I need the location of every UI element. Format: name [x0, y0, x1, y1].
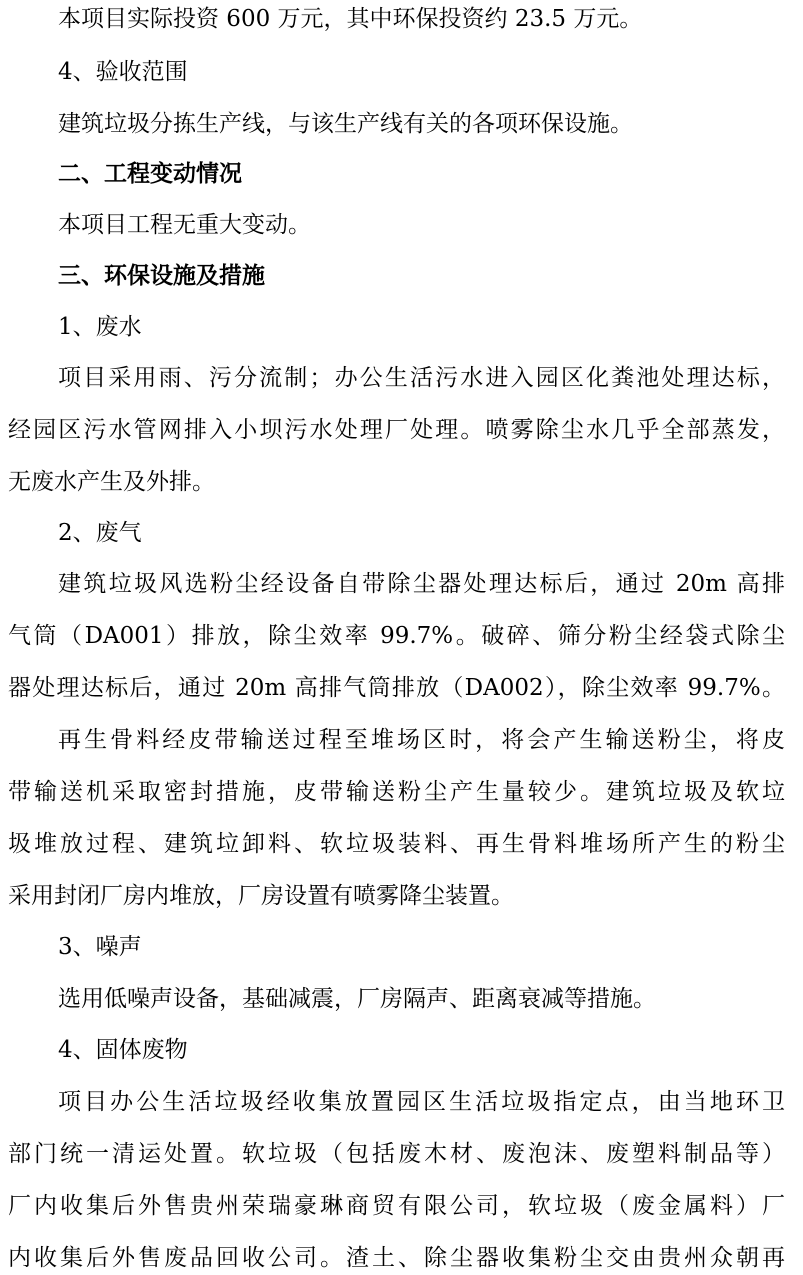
- investment-line: 本项目实际投资 600 万元，其中环保投资约 23.5 万元。: [58, 6, 643, 32]
- project-changes-text: 本项目工程无重大变动。: [58, 212, 311, 238]
- solid-waste-text-line-1: 项目办公生活垃圾经收集放置园区生活垃圾指定点，由当地环卫: [58, 1089, 785, 1115]
- wastewater-text-line-3: 无废水产生及外排。: [8, 469, 215, 495]
- wastewater-text-line-2: 经园区污水管网排入小坝污水处理厂处理。喷雾除尘水几乎全部蒸发，: [8, 417, 785, 443]
- conveyor-dust-text-line-2: 带输送机采取密封措施，皮带输送粉尘产生量较少。建筑垃圾及软垃: [8, 779, 785, 805]
- exhaust-gas-text-line-3: 器处理达标后，通过 20m 高排气筒排放（DA002），除尘效率 99.7%。: [8, 675, 785, 701]
- solid-waste-text-line-4: 内收集后外售废品回收公司。渣土、除尘器收集粉尘交由贵州众朝再: [8, 1245, 785, 1271]
- acceptance-scope-text: 建筑垃圾分拣生产线，与该生产线有关的各项环保设施。: [58, 111, 633, 137]
- subheading-exhaust-gas: 2、废气: [58, 520, 142, 546]
- exhaust-gas-text-line-1: 建筑垃圾风选粉尘经设备自带除尘器处理达标后，通过 20m 高排: [58, 571, 785, 597]
- subheading-solid-waste: 4、固体废物: [58, 1037, 188, 1063]
- solid-waste-text-line-2: 部门统一清运处置。软垃圾（包括废木材、废泡沫、废塑料制品等）: [8, 1141, 785, 1167]
- conveyor-dust-text-line-4: 采用封闭厂房内堆放，厂房设置有喷雾降尘装置。: [8, 883, 514, 909]
- subheading-noise: 3、噪声: [58, 934, 142, 960]
- section-heading-project-changes: 二、工程变动情况: [58, 160, 242, 187]
- exhaust-gas-text-line-2: 气筒（DA001）排放，除尘效率 99.7%。破碎、筛分粉尘经袋式除尘: [8, 623, 785, 649]
- conveyor-dust-text-line-1: 再生骨料经皮带输送过程至堆场区时，将会产生输送粉尘，将皮: [58, 727, 785, 753]
- noise-text: 选用低噪声设备，基础减震，厂房隔声、距离衰减等措施。: [58, 986, 656, 1012]
- subheading-wastewater: 1、废水: [58, 314, 142, 340]
- section-heading-acceptance-scope: 4、验收范围: [58, 59, 188, 85]
- conveyor-dust-text-line-3: 圾堆放过程、建筑垃卸料、软垃圾装料、再生骨料堆场所产生的粉尘: [8, 831, 785, 857]
- wastewater-text-line-1: 项目采用雨、污分流制；办公生活污水进入园区化粪池处理达标，: [58, 365, 785, 391]
- section-heading-env-measures: 三、环保设施及措施: [58, 262, 265, 289]
- solid-waste-text-line-3: 厂内收集后外售贵州荣瑞豪琳商贸有限公司，软垃圾（废金属料）厂: [8, 1193, 785, 1219]
